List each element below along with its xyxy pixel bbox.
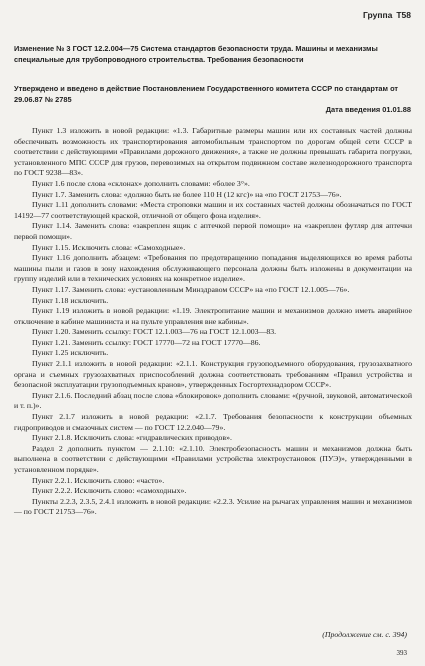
paragraph: Пункт 1.7. Заменить слова: «должно быть не более 110 Н (12 кгс)» на «по ГОСТ 21753—76». bbox=[32, 189, 342, 199]
paragraph: Пункт 1.17. Заменить слова: «установленным Минздравом СССР» на «по ГОСТ 12.1.005—76». bbox=[32, 284, 350, 294]
paragraph: Пункт 1.16 дополнить абзацем: «Требования по предотвращению попадания выделяющихся во время работы машины пыли и газов в зону нахождения обслуживающего персонала должны быть изложены в документации на группу изделий или в технических условиях на конкретное изделие». bbox=[14, 253, 412, 284]
paragraph: Пункт 1.3 изложить в новой редакции: «1.3. Габаритные размеры машин или их составных частей должны обеспечивать возможность их транспортирования автомобильным транспортом по дорогам общей сети СССР в соответствии с действующими «Правилами дорожного движения», а также не должны превышать габарита погрузки, установленного МПС СССР для грузов, перевозимых на открытом подвижном составе железнодорожного транспорта по ГОСТ 9238—83». bbox=[14, 126, 412, 178]
paragraph: Пункт 1.19 изложить в новой редакции: «1.19. Электропитание машин и механизмов должно иметь аварийное отключение в кабине машиниста и на пульте управления вне кабины». bbox=[14, 306, 412, 326]
paragraph: Пункт 2.1.8. Исключить слова: «гидравлических приводов». bbox=[32, 433, 232, 443]
paragraph: Раздел 2 дополнить пунктом — 2.1.10: «2.1.10. Электробезопасность машин и механизмов должна быть выполнена в соответствии с действующими «Правилами устройства электроустановок (ПУЭ)», утвержденными в установленном порядке». bbox=[14, 443, 412, 474]
page-number: 393 bbox=[396, 649, 407, 657]
paragraph: Пункт 2.1.1 изложить в новой редакции: «2.1.1. Конструкция грузоподъемного оборудования, грузозахватного органа и съемных грузозахватных приспособлений должна соответствовать требованиям «Правил устройства и безопасной эксплуатации грузоподъемных кранов», утвержденных Госгортехнадзором СССР». bbox=[14, 359, 412, 390]
paragraph: Пункт 1.6 после слова «склонах» дополнить словами: «более 3°». bbox=[32, 178, 250, 188]
paragraph: Пункт 2.2.1. Исключить слово: «часто». bbox=[32, 475, 165, 485]
group-header bbox=[363, 10, 411, 20]
paragraph: Пункты 2.2.3, 2.3.5, 2.4.1 изложить в новой редакции: «2.2.3. Усилие на рычагах управления машин и механизмов — по ГОСТ 21753—76». bbox=[14, 496, 412, 517]
paragraph: Пункт 1.11 дополнить словами: «Места строповки машин и их составных частей должны обозначаться по ГОСТ 14192—77 соответствующей краской, отличной от общего фона изделия». bbox=[14, 200, 412, 220]
paragraph: Пункт 1.25 исключить. bbox=[32, 348, 109, 358]
group-code: Т58 bbox=[396, 10, 411, 20]
continuation-note: (Продолжение см. с. 394) bbox=[322, 630, 407, 639]
effective-date: Дата введения 01.01.88 bbox=[325, 105, 411, 114]
paragraph: Пункт 2.1.7 изложить в новой редакции: «2.1.7. Требования безопасности к конструкции объемных гидроприводов и смазочных систем — по ГОСТ 12.2.040—79». bbox=[14, 412, 412, 432]
paragraph: Пункт 1.15. Исключить слова: «Самоходные». bbox=[32, 242, 186, 252]
paragraph: Пункт 1.20. Заменить ссылку: ГОСТ 12.1.003—76 на ГОСТ 12.1.003—83. bbox=[32, 327, 277, 337]
amendment-heading: Изменение № 3 ГОСТ 12.2.004—75 Система стандартов безопасности труда. Машины и механизмы специальные для трубопроводного строительства. Требования безопасности bbox=[14, 44, 378, 64]
paragraph: Пункт 1.14. Заменить слова: «закреплен ящик с аптечкой первой помощи» на «закреплен футляр для аптечки первой помощи». bbox=[14, 221, 412, 241]
paragraph: Пункт 1.21. Заменить ссылку: ГОСТ 17770—72 на ГОСТ 17770—86. bbox=[32, 337, 261, 347]
paragraph: Пункт 2.2.2. Исключить слово: «самоходных». bbox=[32, 486, 187, 496]
approval-statement: Утверждено и введено в действие Постановлением Государственного комитета СССР по стандартам от 29.06.87 № 2785 bbox=[14, 84, 399, 104]
paragraph: Пункт 1.18 исключить. bbox=[32, 295, 109, 305]
paragraph: Пункт 2.1.6. Последний абзац после слова «блокировок» дополнить словами: «(ручной, звуковой, автоматической и т. п.)». bbox=[14, 390, 412, 411]
group-label: Группа bbox=[363, 10, 393, 20]
amendment-body bbox=[14, 126, 412, 518]
